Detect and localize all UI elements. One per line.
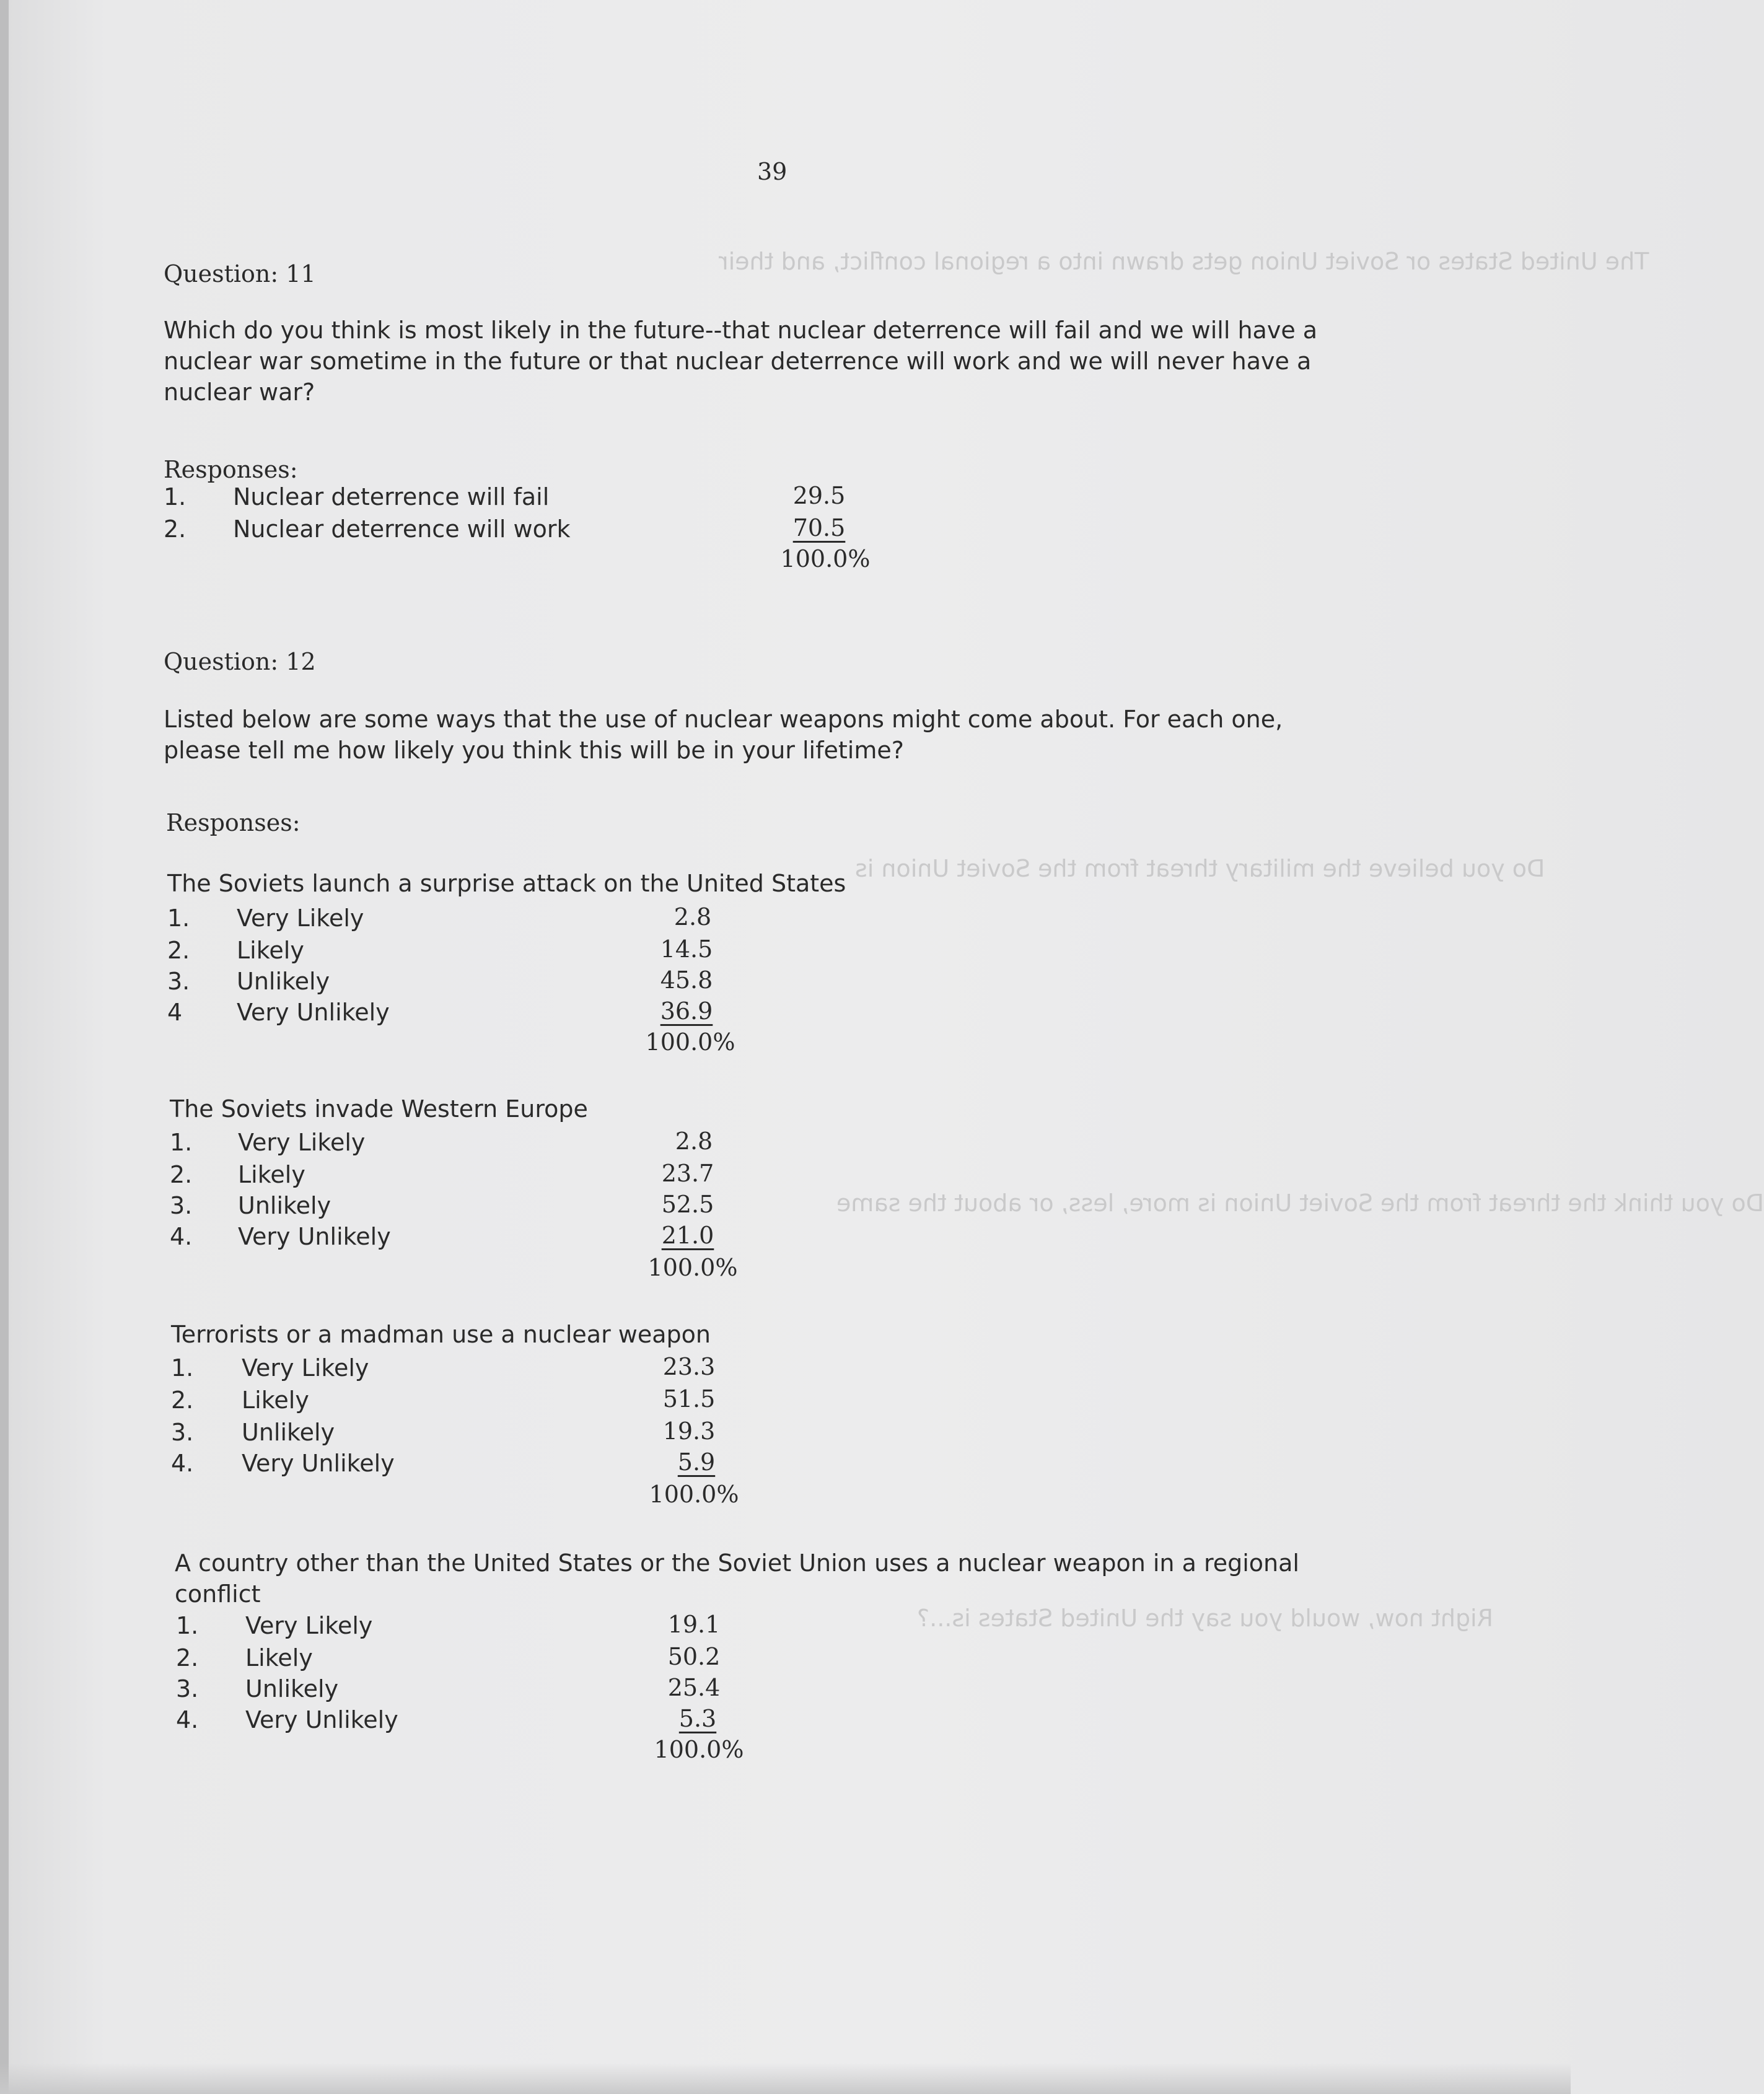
question-11-text: Which do you think is most likely in the future--that nuclear deterrence will fail and we will have a nuclear war sometime in the future or that nuclear deterrence will work and we will never have a nuclear war? [164,317,1318,406]
g1-item-4-value: 36.9 [660,997,713,1025]
q11-item-1-num: 1. [164,483,186,510]
g4-item-1-label: Very Likely [245,1612,373,1639]
q11-item-1-label: Nuclear deterrence will fail [233,483,550,510]
g4-item-4-num: 4. [176,1706,199,1733]
g2-item-4-label: Very Unlikely [238,1223,391,1250]
g2-item-3-num: 3. [170,1192,193,1219]
page-edge-shadow [0,0,9,2094]
g1-item-4-num: 4 [167,999,183,1026]
g4-item-1-value: 19.1 [667,1611,721,1638]
g2-item-4-value: 21.0 [661,1222,714,1249]
g2-item-2-value: 23.7 [661,1160,714,1187]
g3-item-4-value: 5.9 [677,1448,716,1476]
g1-item-1-label: Very Likely [237,905,364,932]
g1-item-3-value: 45.8 [660,966,713,994]
q11-item-2-value: 70.5 [792,514,846,541]
g4-item-3-num: 3. [176,1675,199,1702]
g3-item-3-num: 3. [171,1419,194,1446]
scenario-title: The Soviets invade Western Europe [170,1095,588,1123]
bleed-through-text: Right now, would you say the United States is...? [917,1605,1494,1632]
g1-item-2-value: 14.5 [660,935,713,963]
responses-label: Responses: [164,456,298,483]
g2-item-1-num: 1. [170,1129,193,1156]
question-12-label: Question: 12 [164,648,316,675]
g1-item-4-label: Very Unlikely [237,999,390,1026]
g3-item-3-label: Unlikely [242,1419,335,1446]
g1-item-3-num: 3. [167,968,190,995]
g3-item-3-value: 19.3 [662,1417,716,1445]
g3-item-2-label: Likely [242,1387,309,1414]
q11-total: 100.0% [780,545,871,572]
page-bottom-shadow [0,2063,1571,2094]
g2-item-4-num: 4. [170,1223,193,1250]
g4-item-3-value: 25.4 [667,1674,721,1701]
bleed-through-text: The United States or Soviet Union gets drawn into a regional conflict, and their [719,248,1649,275]
page-number: 39 [757,158,788,185]
g4-item-4-value: 5.3 [678,1705,717,1732]
g3-item-2-num: 2. [171,1387,194,1414]
g1-item-1-value: 2.8 [674,903,712,931]
g2-item-3-label: Unlikely [238,1192,331,1219]
g1-item-2-num: 2. [167,937,190,964]
question-11-label: Question: 11 [164,260,316,287]
g4-total: 100.0% [654,1736,744,1763]
q11-item-1-value: 29.5 [792,482,846,509]
g4-item-2-num: 2. [176,1644,199,1671]
scenario-title: Terrorists or a madman use a nuclear weapon [171,1321,711,1348]
g4-item-1-num: 1. [176,1612,199,1639]
g1-total: 100.0% [645,1028,735,1056]
scenario-title: The Soviets launch a surprise attack on the United States [167,870,846,897]
g2-item-2-num: 2. [170,1161,193,1188]
g1-item-3-label: Unlikely [237,968,330,995]
g2-item-2-label: Likely [238,1161,305,1188]
g3-item-2-value: 51.5 [662,1385,716,1413]
question-12-text: Listed below are some ways that the use of nuclear weapons might come about. For each one, please tell me how likely you think this will be in your lifetime? [164,706,1283,764]
g3-total: 100.0% [649,1481,739,1508]
responses-label: Responses: [166,809,301,836]
g1-item-1-num: 1. [167,905,190,932]
g3-item-1-label: Very Likely [242,1354,369,1382]
g4-item-2-value: 50.2 [667,1643,721,1670]
g4-item-3-label: Unlikely [245,1675,339,1702]
bleed-through-text: Do you think the threat from the Soviet Union is more, less, or about the same [836,1189,1764,1217]
scenario-title: A country other than the United States or the Soviet Union uses a nuclear weapon in a regional conflict [175,1549,1299,1608]
q11-item-2-num: 2. [164,515,186,543]
g2-item-1-label: Very Likely [238,1129,366,1156]
g2-item-3-value: 52.5 [661,1191,714,1218]
g2-total: 100.0% [647,1254,738,1281]
g4-item-2-label: Likely [245,1644,313,1671]
g2-item-1-value: 2.8 [675,1128,713,1155]
g3-item-4-num: 4. [171,1450,194,1477]
g3-item-1-value: 23.3 [662,1353,716,1380]
g4-item-4-label: Very Unlikely [245,1706,398,1733]
g3-item-4-label: Very Unlikely [242,1450,395,1477]
g3-item-1-num: 1. [171,1354,194,1382]
q11-item-2-label: Nuclear deterrence will work [233,515,571,543]
bleed-through-text: Do you believe the military threat from the Soviet Union is [855,855,1545,882]
g1-item-2-label: Likely [237,937,304,964]
